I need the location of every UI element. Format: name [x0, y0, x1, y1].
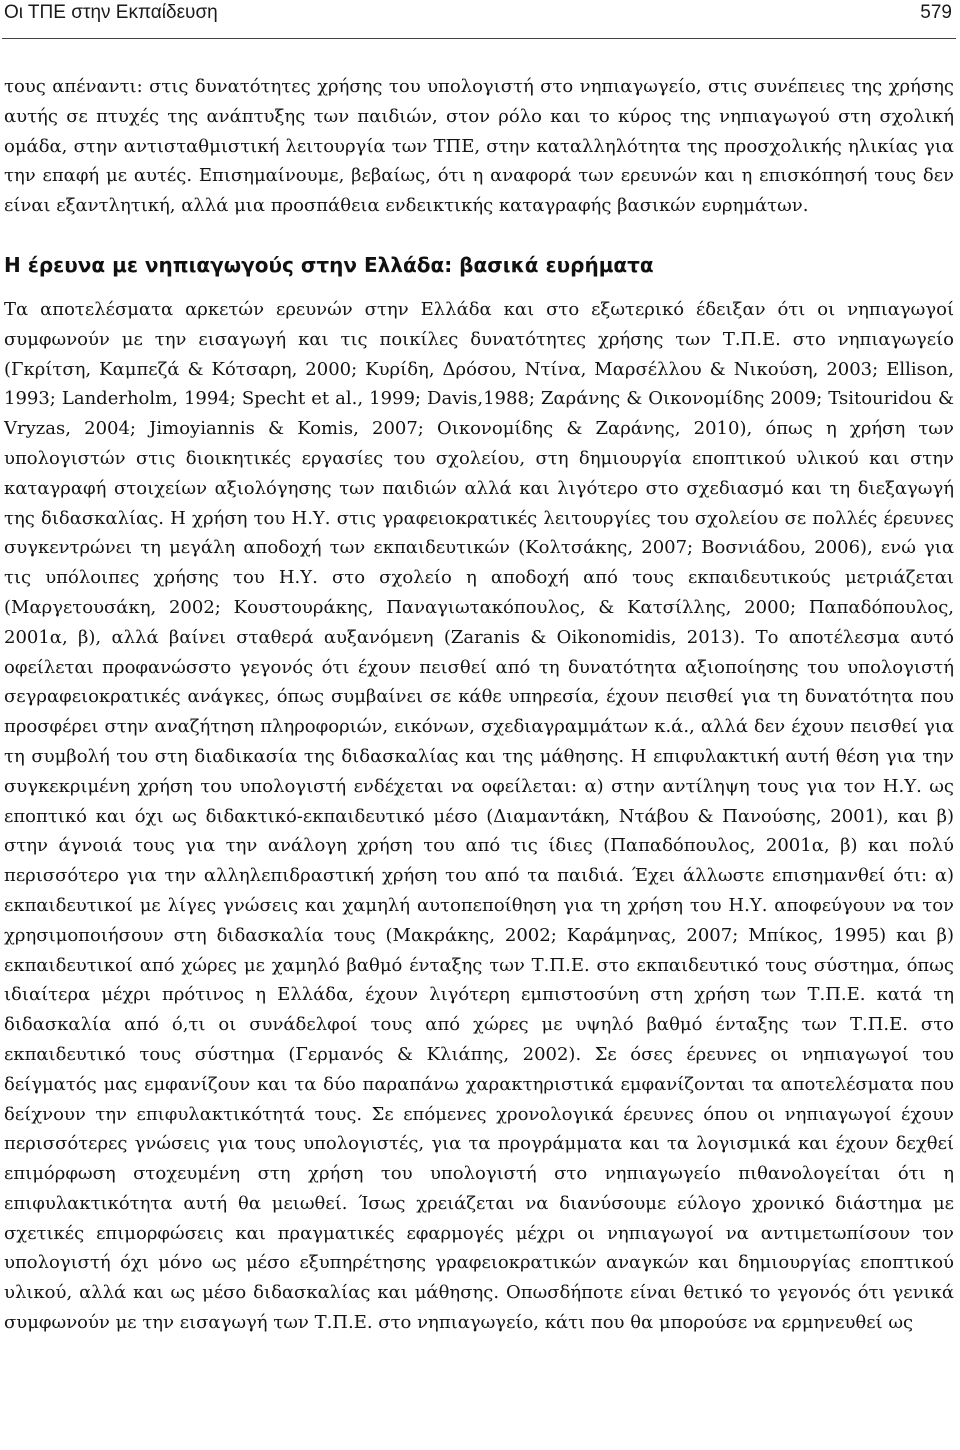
page-number: 579 [920, 2, 952, 23]
running-header [4, 2, 954, 28]
article-body [4, 72, 954, 1338]
paragraph-intro: τους απέναντι: στις δυνατότητες χρήσης του υπολογιστή στο νηπιαγωγείο, στις συνέπειες της χρήσης αυτής σε πτυχές της ανάπτυξης των παιδιών, στον ρόλο και το κύρος της νηπιαγωγού στη σχολική ομάδα, στην αντισταθμιστική λειτουργία των ΤΠΕ, στην καταλληλότητα της προσχολικής ηλικίας για την επαφή με αυτές. Επισημαίνουμε, βεβαίως, ότι η αναφορά των ερευνών και η επισκόπησή τους δεν είναι εξαντλητική, αλλά μια προσπάθεια ενδεικτικής καταγραφής βασικών ευρημάτων. [4, 76, 954, 217]
header-rule [2, 38, 956, 39]
section-heading: Η έρευνα με νηπιαγωγούς στην Ελλάδα: βασικά ευρήματα [4, 252, 654, 277]
running-title: Οι ΤΠΕ στην Εκπαίδευση [4, 2, 218, 23]
paragraph-findings: Τα αποτελέσματα αρκετών ερευνών στην Ελλάδα και στο εξωτερικό έδειξαν ότι οι νηπιαγωγοί συμφωνούν με την εισαγωγή και τις ποικίλες δυνατότητες χρήσης των Τ.Π.Ε. στο νηπιαγωγείο (Γκρίτση, Καμπεζά & Κότσαρη, 2000; Κυρίδη, Δρόσου, Ντίνα, Μαρσέλλου & Νικούση, 2003; Ellison, 1993; Landerholm, 1994; Specht et al., 1999; Davis,1988; Ζαράνης & Οικονομίδης 2009; Tsitouridou & Vryzas, 2004; Jimoyiannis & Komis, 2007; Οικονομίδης & Ζαράνης, 2010), όπως η χρήση των υπολογιστών στις διοικητικές εργασίες του σχολείου, στη δημιουργία εποπτικού υλικού και στην καταγραφή στοιχείων αξιολόγησης των παιδιών αλλά και λιγότερο στο σχεδιασμό και τη διεξαγωγή της διδασκαλίας. Η χρήση του Η.Υ. στις γραφειοκρατικές λειτουργίες του σχολείου σε πολλές έρευνες συγκεντρώνει τη μεγάλη αποδοχή των εκπαιδευτικών (Κολτσάκης, 2007; Βοσνιάδου, 2006), ενώ για τις υπόλοιπες χρήσης του Η.Υ. στο σχολείο η αποδοχή από τους εκπαιδευτικούς μετριάζεται (Μαργετουσάκη, 2002; Κουστουράκης, Παναγιωτακόπουλος, & Κατσίλλης, 2000; Παπαδόπουλος, 2001α, β), αλλά βαίνει σταθερά αυξανόμενη (Zaranis & Oikonomidis, 2013). Το αποτέλεσμα αυτό οφείλεται προφανώσστο γεγονός ότι έχουν πεισθεί από τη δυνατότητα αξιοποίησης του υπολογιστή σεγραφειοκρατικές ανάγκες, όπως συμβαίνει σε κάθε υπηρεσία, έχουν πεισθεί για τη δυνατότητα που προσφέρει στην αναζήτηση πληροφοριών, εικόνων, σχεδιαγραμμάτων κ.ά., αλλά δεν έχουν πεισθεί για τη συμβολή του στη διαδικασία της διδασκαλίας και της μάθησης. Η επιφυλακτική αυτή θέση για την συγκεκριμένη χρήση του υπολογιστή ενδέχεται να οφείλεται: α) στην αντίληψη τους για τον Η.Υ. ως εποπτικό και όχι ως διδακτικό-εκπαιδευτικό μέσο (Διαμαντάκη, Ντάβου & Πανούσης, 2001), και β) στην άγνοιά τους για την ανάλογη χρήση του από τις ίδιες (Παπαδόπουλος, 2001α, β) και πολύ περισσότερο για την αλληλεπιδραστική χρήση του από τα παιδιά. Έχει άλλωστε επισημανθεί ότι: α) εκπαιδευτικοί με λίγες γνώσεις και χαμηλή αυτοπεποίθηση για τη χρήση του Η.Υ. αποφεύγουν να τον χρησιμοποιήσουν στη διδασκαλία τους (Μακράκης, 2002; Καράμηνας, 2007; Μπίκος, 1995) και β) εκπαιδευτικοί από χώρες με χαμηλό βαθμό ένταξης των Τ.Π.Ε. στο εκπαιδευτικό τους σύστημα, όπως ιδιαίτερα μέχρι πρότινος η Ελλάδα, έχουν λιγότερη εμπιστοσύνη στη χρήση των Τ.Π.Ε. κατά τη διδασκαλία από ό,τι οι συνάδελφοί τους από χώρες με υψηλό βαθμό ένταξης των Τ.Π.Ε. στο εκπαιδευτικό τους σύστημα (Γερμανός & Κλιάπης, 2002). Σε όσες έρευνες οι νηπιαγωγοί του δείγματός μας εμφανίζουν και τα δύο παραπάνω χαρακτηριστικά εμφανίζονται τα αποτελέσματα που δείχνουν την επιφυλακτικότητά τους. Σε επόμενες χρονολογικά έρευνες όπου οι νηπιαγωγοί έχουν περισσότερες γνώσεις για τους υπολογιστές, για τα προγράμματα και τα λογισμικά και έχουν δεχθεί επιμόρφωση στοχευμένη στη χρήση του υπολογιστή στο νηπιαγωγείο πιθανολογείται ότι η επιφυλακτικότητα αυτή θα μειωθεί. Ίσως χρειάζεται να διανύσουμε εύλογο χρονικό διάστημα με σχετικές επιμορφώσεις και πραγματικές εφαρμογές μέχρι οι νηπιαγωγοί να αντιμετωπίσουν τον υπολογιστή όχι μόνο ως μέσο εξυπηρέτησης γραφειοκρατικών αναγκών και δημιουργίας εποπτικού υλικού, αλλά και ως μέσο διδασκαλίας και μάθησης. Οπωσδήποτε είναι θετικό το γεγονός ότι γενικά συμφωνούν με την εισαγωγή των Τ.Π.Ε. στο νηπιαγωγείο, κάτι που θα μπορούσε να ερμηνευθεί ως [4, 298, 954, 1334]
